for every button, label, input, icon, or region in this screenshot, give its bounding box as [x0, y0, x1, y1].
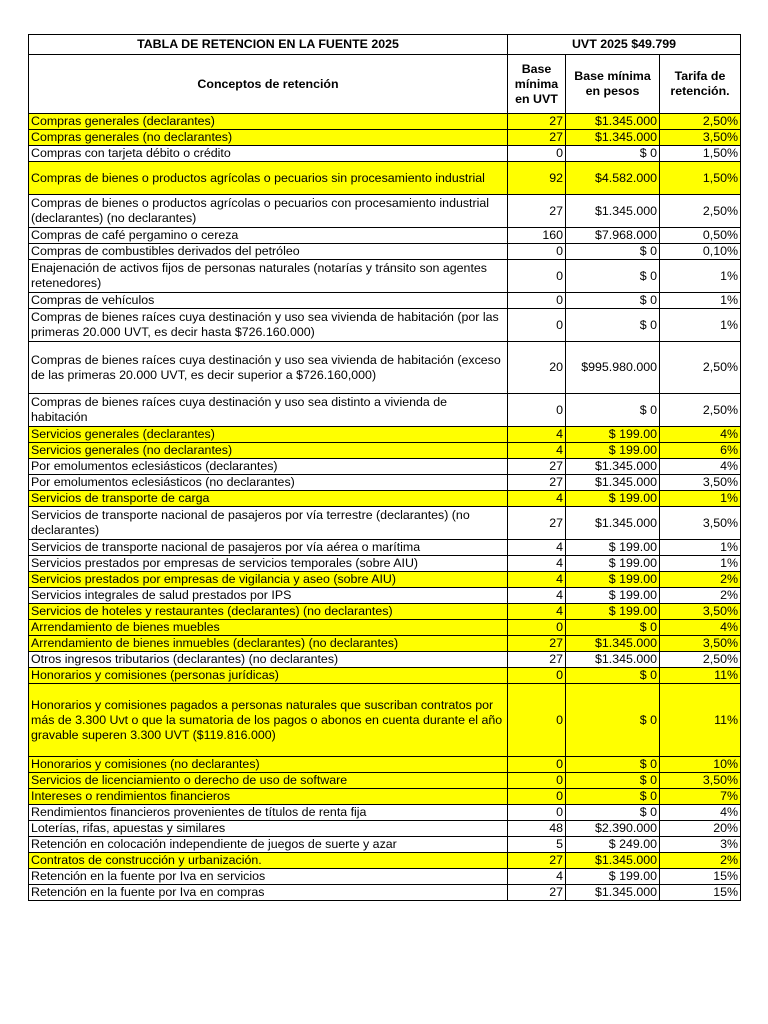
base-pesos-cell: $ 199.00	[566, 443, 660, 459]
rate-cell: 4%	[660, 620, 741, 636]
header-row	[29, 55, 741, 114]
table-row	[29, 507, 741, 540]
concept-cell: Arrendamiento de bienes inmuebles (declarantes) (no declarantes)	[29, 636, 508, 652]
base-uvt-cell: 4	[508, 491, 566, 507]
rate-cell: 4%	[660, 805, 741, 821]
title-row	[29, 35, 741, 55]
base-pesos-cell: $ 0	[566, 684, 660, 757]
base-uvt-cell: 27	[508, 636, 566, 652]
base-pesos-cell: $ 0	[566, 244, 660, 260]
base-uvt-cell: 0	[508, 146, 566, 162]
rate-cell: 3,50%	[660, 130, 741, 146]
base-pesos-cell: $1.345.000	[566, 475, 660, 491]
base-pesos-cell: $1.345.000	[566, 885, 660, 901]
concept-cell: Por emolumentos eclesiásticos (declarantes)	[29, 459, 508, 475]
rate-cell: 3,50%	[660, 507, 741, 540]
rate-cell: 2,50%	[660, 394, 741, 427]
concept-cell: Rendimientos financieros provenientes de títulos de renta fija	[29, 805, 508, 821]
base-pesos-cell: $ 0	[566, 293, 660, 309]
rate-cell: 0,50%	[660, 228, 741, 244]
table-row	[29, 668, 741, 684]
concept-cell: Compras generales (no declarantes)	[29, 130, 508, 146]
base-uvt-cell: 0	[508, 684, 566, 757]
base-uvt-cell: 27	[508, 507, 566, 540]
table-row	[29, 394, 741, 427]
concept-cell: Servicios de hoteles y restaurantes (declarantes) (no declarantes)	[29, 604, 508, 620]
base-uvt-cell: 4	[508, 443, 566, 459]
table-row	[29, 789, 741, 805]
table-row	[29, 244, 741, 260]
concept-cell: Otros ingresos tributarios (declarantes) (no declarantes)	[29, 652, 508, 668]
table-row	[29, 821, 741, 837]
base-uvt-cell: 4	[508, 427, 566, 443]
base-uvt-cell: 0	[508, 620, 566, 636]
rate-cell: 3,50%	[660, 636, 741, 652]
retention-table	[28, 34, 741, 901]
table-row	[29, 162, 741, 195]
base-pesos-cell: $2.390.000	[566, 821, 660, 837]
rate-cell: 2,50%	[660, 195, 741, 228]
base-pesos-cell: $7.968.000	[566, 228, 660, 244]
table-row	[29, 556, 741, 572]
base-uvt-cell: 5	[508, 837, 566, 853]
table-row	[29, 604, 741, 620]
header-tarifa: Tarifa de retención.	[660, 55, 741, 114]
base-pesos-cell: $ 0	[566, 146, 660, 162]
base-pesos-cell: $ 249.00	[566, 837, 660, 853]
concept-cell: Intereses o rendimientos financieros	[29, 789, 508, 805]
base-pesos-cell: $1.345.000	[566, 507, 660, 540]
rate-cell: 15%	[660, 885, 741, 901]
concept-cell: Servicios de transporte de carga	[29, 491, 508, 507]
rate-cell: 2,50%	[660, 114, 741, 130]
base-uvt-cell: 4	[508, 540, 566, 556]
concept-cell: Servicios generales (no declarantes)	[29, 443, 508, 459]
base-uvt-cell: 92	[508, 162, 566, 195]
base-pesos-cell: $ 199.00	[566, 540, 660, 556]
table-row	[29, 459, 741, 475]
concept-cell: Servicios prestados por empresas de servicios temporales (sobre AIU)	[29, 556, 508, 572]
rate-cell: 6%	[660, 443, 741, 459]
rate-cell: 1%	[660, 540, 741, 556]
rate-cell: 2,50%	[660, 652, 741, 668]
base-uvt-cell: 27	[508, 195, 566, 228]
concept-cell: Por emolumentos eclesiásticos (no declarantes)	[29, 475, 508, 491]
base-pesos-cell: $ 199.00	[566, 588, 660, 604]
base-pesos-cell: $1.345.000	[566, 853, 660, 869]
concept-cell: Servicios generales (declarantes)	[29, 427, 508, 443]
base-pesos-cell: $ 199.00	[566, 572, 660, 588]
base-pesos-cell: $ 0	[566, 394, 660, 427]
base-uvt-cell: 0	[508, 668, 566, 684]
table-row	[29, 475, 741, 491]
concept-cell: Servicios integrales de salud prestados por IPS	[29, 588, 508, 604]
base-pesos-cell: $1.345.000	[566, 459, 660, 475]
table-row	[29, 885, 741, 901]
table-row	[29, 130, 741, 146]
base-uvt-cell: 27	[508, 853, 566, 869]
base-uvt-cell: 27	[508, 130, 566, 146]
table-body	[29, 114, 741, 901]
rate-cell: 1%	[660, 293, 741, 309]
base-uvt-cell: 160	[508, 228, 566, 244]
concept-cell: Compras de bienes raíces cuya destinación y uso sea distinto a vivienda de habitación	[29, 394, 508, 427]
base-pesos-cell: $ 199.00	[566, 556, 660, 572]
concept-cell: Honorarios y comisiones pagados a personas naturales que suscriban contratos por más de 3.300 Uvt o que la sumatoria de los pagos o abonos en cuenta durante el año gravable superen 3.300 UVT ($119.816.000)	[29, 684, 508, 757]
concept-cell: Honorarios y comisiones (personas jurídicas)	[29, 668, 508, 684]
concept-cell: Loterías, rifas, apuestas y similares	[29, 821, 508, 837]
concept-cell: Honorarios y comisiones (no declarantes)	[29, 757, 508, 773]
rate-cell: 7%	[660, 789, 741, 805]
base-pesos-cell: $ 0	[566, 773, 660, 789]
table-row	[29, 114, 741, 130]
concept-cell: Compras de vehículos	[29, 293, 508, 309]
table-row	[29, 773, 741, 789]
base-uvt-cell: 20	[508, 342, 566, 394]
rate-cell: 4%	[660, 427, 741, 443]
base-uvt-cell: 27	[508, 114, 566, 130]
rate-cell: 1%	[660, 556, 741, 572]
base-uvt-cell: 4	[508, 869, 566, 885]
concept-cell: Compras de café pergamino o cereza	[29, 228, 508, 244]
rate-cell: 1,50%	[660, 162, 741, 195]
table-row	[29, 853, 741, 869]
table-row	[29, 195, 741, 228]
concept-cell: Compras de bienes o productos agrícolas o pecuarios con procesamiento industrial (declarantes) (no declarantes)	[29, 195, 508, 228]
concept-cell: Retención en la fuente por Iva en servicios	[29, 869, 508, 885]
base-uvt-cell: 0	[508, 244, 566, 260]
rate-cell: 11%	[660, 668, 741, 684]
rate-cell: 15%	[660, 869, 741, 885]
base-uvt-cell: 0	[508, 757, 566, 773]
base-uvt-cell: 27	[508, 475, 566, 491]
concept-cell: Compras de bienes o productos agrícolas o pecuarios sin procesamiento industrial	[29, 162, 508, 195]
rate-cell: 2%	[660, 853, 741, 869]
table-row	[29, 652, 741, 668]
concept-cell: Compras de bienes raíces cuya destinación y uso sea vivienda de habitación (por las primeras 20.000 UVT, es decir hasta $726.160.000)	[29, 309, 508, 342]
base-uvt-cell: 0	[508, 394, 566, 427]
rate-cell: 2,50%	[660, 342, 741, 394]
rate-cell: 3,50%	[660, 604, 741, 620]
table-row	[29, 757, 741, 773]
rate-cell: 1%	[660, 260, 741, 293]
table-row	[29, 540, 741, 556]
header-base-pesos: Base mínima en pesos	[566, 55, 660, 114]
concept-cell: Servicios prestados por empresas de vigilancia y aseo (sobre AIU)	[29, 572, 508, 588]
concept-cell: Arrendamiento de bienes muebles	[29, 620, 508, 636]
base-uvt-cell: 0	[508, 805, 566, 821]
base-pesos-cell: $1.345.000	[566, 195, 660, 228]
rate-cell: 4%	[660, 459, 741, 475]
base-uvt-cell: 0	[508, 309, 566, 342]
base-pesos-cell: $ 199.00	[566, 604, 660, 620]
rate-cell: 10%	[660, 757, 741, 773]
base-pesos-cell: $1.345.000	[566, 636, 660, 652]
concept-cell: Servicios de licenciamiento o derecho de uso de software	[29, 773, 508, 789]
concept-cell: Retención en la fuente por Iva en compras	[29, 885, 508, 901]
base-pesos-cell: $ 0	[566, 789, 660, 805]
rate-cell: 20%	[660, 821, 741, 837]
concept-cell: Compras de bienes raíces cuya destinación y uso sea vivienda de habitación (exceso de las primeras 20.000 UVT, es decir superior a $726.160,000)	[29, 342, 508, 394]
header-concept: Conceptos de retención	[29, 55, 508, 114]
table-row	[29, 146, 741, 162]
table-row	[29, 572, 741, 588]
rate-cell: 2%	[660, 572, 741, 588]
rate-cell: 3,50%	[660, 773, 741, 789]
table-row	[29, 293, 741, 309]
table-row	[29, 636, 741, 652]
base-uvt-cell: 0	[508, 293, 566, 309]
concept-cell: Contratos de construcción y urbanización.	[29, 853, 508, 869]
base-uvt-cell: 4	[508, 604, 566, 620]
table-row	[29, 427, 741, 443]
table-row	[29, 837, 741, 853]
base-uvt-cell: 0	[508, 773, 566, 789]
base-pesos-cell: $1.345.000	[566, 114, 660, 130]
base-pesos-cell: $ 0	[566, 309, 660, 342]
rate-cell: 1%	[660, 309, 741, 342]
concept-cell: Retención en colocación independiente de juegos de suerte y azar	[29, 837, 508, 853]
rate-cell: 3%	[660, 837, 741, 853]
table-row	[29, 342, 741, 394]
base-uvt-cell: 48	[508, 821, 566, 837]
uvt-value: UVT 2025 $49.799	[508, 35, 741, 55]
table-row	[29, 443, 741, 459]
base-uvt-cell: 0	[508, 260, 566, 293]
base-pesos-cell: $ 199.00	[566, 427, 660, 443]
rate-cell: 1,50%	[660, 146, 741, 162]
base-pesos-cell: $ 199.00	[566, 869, 660, 885]
rate-cell: 1%	[660, 491, 741, 507]
table-row	[29, 309, 741, 342]
base-pesos-cell: $4.582.000	[566, 162, 660, 195]
base-pesos-cell: $ 0	[566, 757, 660, 773]
base-uvt-cell: 27	[508, 885, 566, 901]
concept-cell: Compras generales (declarantes)	[29, 114, 508, 130]
base-uvt-cell: 4	[508, 588, 566, 604]
rate-cell: 2%	[660, 588, 741, 604]
table-row	[29, 869, 741, 885]
table-row	[29, 684, 741, 757]
base-uvt-cell: 4	[508, 556, 566, 572]
base-pesos-cell: $1.345.000	[566, 130, 660, 146]
header-base-uvt: Base mínima en UVT	[508, 55, 566, 114]
rate-cell: 11%	[660, 684, 741, 757]
table-row	[29, 260, 741, 293]
concept-cell: Enajenación de activos fijos de personas naturales (notarías y tránsito son agentes retenedores)	[29, 260, 508, 293]
base-pesos-cell: $ 0	[566, 668, 660, 684]
concept-cell: Servicios de transporte nacional de pasajeros por vía aérea o marítima	[29, 540, 508, 556]
base-pesos-cell: $1.345.000	[566, 652, 660, 668]
base-pesos-cell: $ 0	[566, 620, 660, 636]
table-row	[29, 588, 741, 604]
table-row	[29, 805, 741, 821]
base-uvt-cell: 4	[508, 572, 566, 588]
rate-cell: 0,10%	[660, 244, 741, 260]
concept-cell: Compras con tarjeta débito o crédito	[29, 146, 508, 162]
table-title: TABLA DE RETENCION EN LA FUENTE 2025	[29, 35, 508, 55]
base-uvt-cell: 27	[508, 459, 566, 475]
table-row	[29, 228, 741, 244]
base-pesos-cell: $ 199.00	[566, 491, 660, 507]
base-pesos-cell: $995.980.000	[566, 342, 660, 394]
base-pesos-cell: $ 0	[566, 260, 660, 293]
table-row	[29, 620, 741, 636]
base-uvt-cell: 0	[508, 789, 566, 805]
base-pesos-cell: $ 0	[566, 805, 660, 821]
concept-cell: Servicios de transporte nacional de pasajeros por vía terrestre (declarantes) (no declarantes)	[29, 507, 508, 540]
table-row	[29, 491, 741, 507]
base-uvt-cell: 27	[508, 652, 566, 668]
rate-cell: 3,50%	[660, 475, 741, 491]
concept-cell: Compras de combustibles derivados del petróleo	[29, 244, 508, 260]
